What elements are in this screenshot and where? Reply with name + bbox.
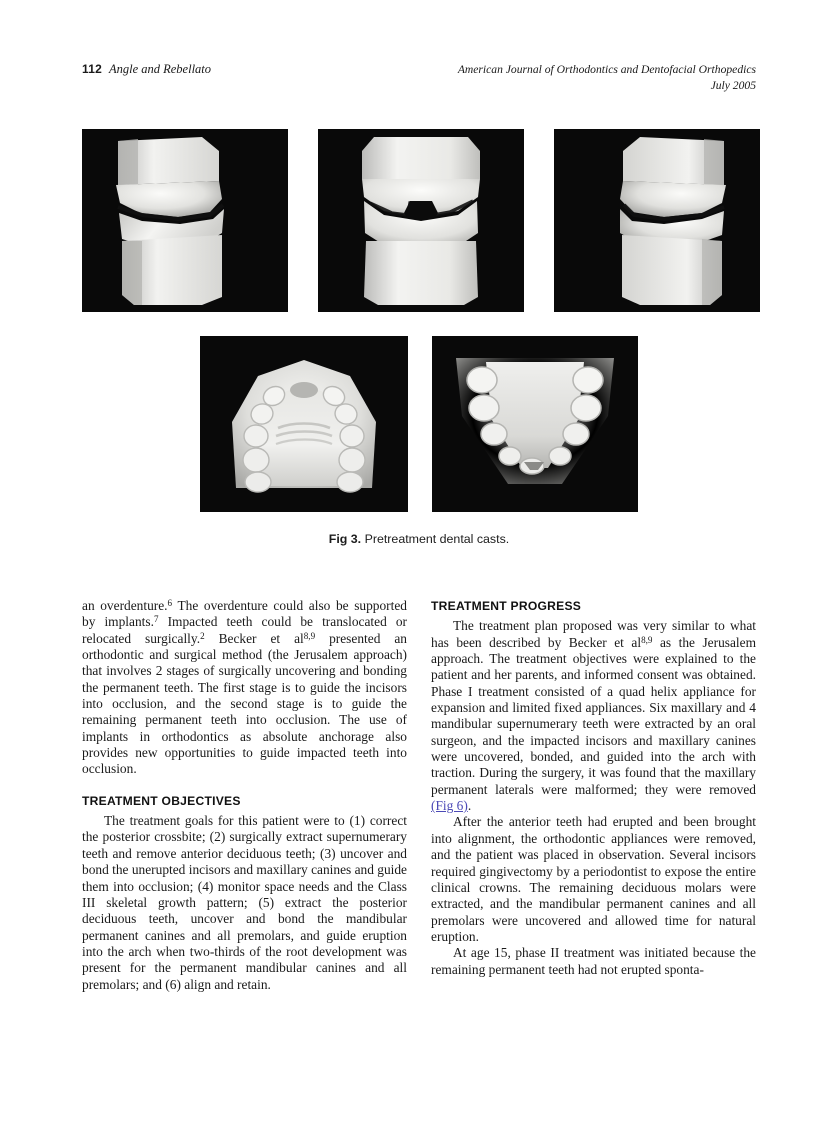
issue-date: July 2005	[710, 78, 756, 92]
running-head-authors: Angle and Rebellato	[108, 62, 212, 76]
figure-caption	[82, 532, 756, 546]
p1-part2: The overdenture could also be supported by implants.	[82, 598, 407, 630]
ref-6: 6	[167, 598, 173, 609]
r1-part2: as the Jerusalem approach. The treatment objectives were explained to the patient and her parents, and informed consent was obtained. Phase I treatment consisted of a quad helix appliance for expansion and limited fixed appliances. Six maxillary and 4 mandibular supernumerary teeth were extracted by an oral surgeon, and the impacted incisors and maxillary canines were uncovered, bonded, and guided into the arch with traction. During the surgery, it was found that the maxillary permanent laterals were malformed; they were removed	[431, 634, 757, 797]
figure-image-right-lateral-occlusion-cast	[82, 129, 288, 312]
ref-8-9: 8,9	[641, 634, 653, 645]
journal-title: American Journal of Orthodontics and Dentofacial Orthopedics	[457, 63, 756, 76]
figure-6-crossref-link[interactable]: (Fig 6)	[431, 798, 468, 814]
heading-treatment-objectives: TREATMENT OBJECTIVES	[82, 793, 241, 808]
p1-part4: Becker et al	[204, 630, 304, 646]
running-head-left	[82, 62, 211, 77]
p1-part5: presented an orthodontic and surgical method (the Jerusalem approach) that involves 2 stages of surgically uncovering and bonding the permanent teeth. The first stage is to guide the incisors into occlusion, and the second stage is to guide the remaining permanent teeth into occlusion. The use of implants in orthodontics as absolute anchorage also provides new opportunities to guide impacted teeth into occlusion.	[82, 630, 407, 777]
maxillary-occlusal-cast-drawing	[200, 336, 408, 512]
body-column-left	[82, 598, 407, 993]
paragraph-treatment-goals: The treatment goals for this patient were to (1) correct the posterior crossbite; (2) surgically extract supernumerary teeth and remove anterior deciduous teeth; (3) uncover and bond the unerupted incisors and maxillary canines and guide them into occlusion; (4) monitor space needs and the Class III skeletal growth pattern; (5) extract the posterior deciduous teeth, uncover and bond the mandibular permanent canines and all premolars, and guide eruption into the arch when two-thirds of the root development was present for the permanent mandibular canines and all premolars; and (6) align and retain.	[82, 813, 408, 992]
paragraph-phase-two: At age 15, phase II treatment was initiated because the remaining permanent teeth had not erupted sponta-	[431, 945, 756, 977]
page-number: 112	[82, 62, 102, 76]
r1-part3: .	[467, 798, 472, 814]
ref-7: 7	[153, 614, 159, 625]
frontal-occlusion-cast-drawing	[318, 129, 524, 312]
figure-image-left-lateral-occlusion-cast	[554, 129, 760, 312]
figure-image-maxillary-occlusal-cast	[200, 336, 408, 512]
mandibular-occlusal-cast-drawing	[432, 336, 638, 512]
figure-image-frontal-occlusion-cast	[318, 129, 524, 312]
paragraph-overdenture	[82, 598, 407, 778]
figure-caption-text: Pretreatment dental casts.	[364, 532, 510, 546]
figure-label: Fig 3.	[328, 532, 362, 546]
left-lateral-occlusion-cast-drawing	[554, 129, 760, 312]
r1-part1: The treatment plan proposed was very similar to what has been described by Becker et al	[431, 618, 756, 650]
p1-part1: an overdenture.	[82, 598, 168, 613]
paragraph-after-eruption: After the anterior teeth had erupted and been brought into alignment, the orthodontic appliances were removed, and the patient was placed in observation. Several incisors required gingivectomy by a periodontist to expose the entire clinical crowns. The remaining deciduous molars were extracted, and the mandibular permanent canines and all premolars were uncovered and allowed time for natural eruption.	[431, 814, 756, 944]
running-head-right	[458, 62, 756, 93]
ref-2: 2	[200, 630, 205, 641]
paragraph-treatment-plan	[431, 618, 756, 814]
p1-part3: Impacted teeth could be translocated or relocated surgically.	[82, 614, 407, 646]
running-head	[82, 62, 756, 102]
figure-image-mandibular-occlusal-cast	[432, 336, 638, 512]
heading-treatment-progress: TREATMENT PROGRESS	[431, 599, 582, 613]
ref-8-9: 8,9	[303, 630, 316, 641]
right-lateral-occlusion-cast-drawing	[82, 129, 288, 312]
body-column-right	[431, 598, 756, 978]
